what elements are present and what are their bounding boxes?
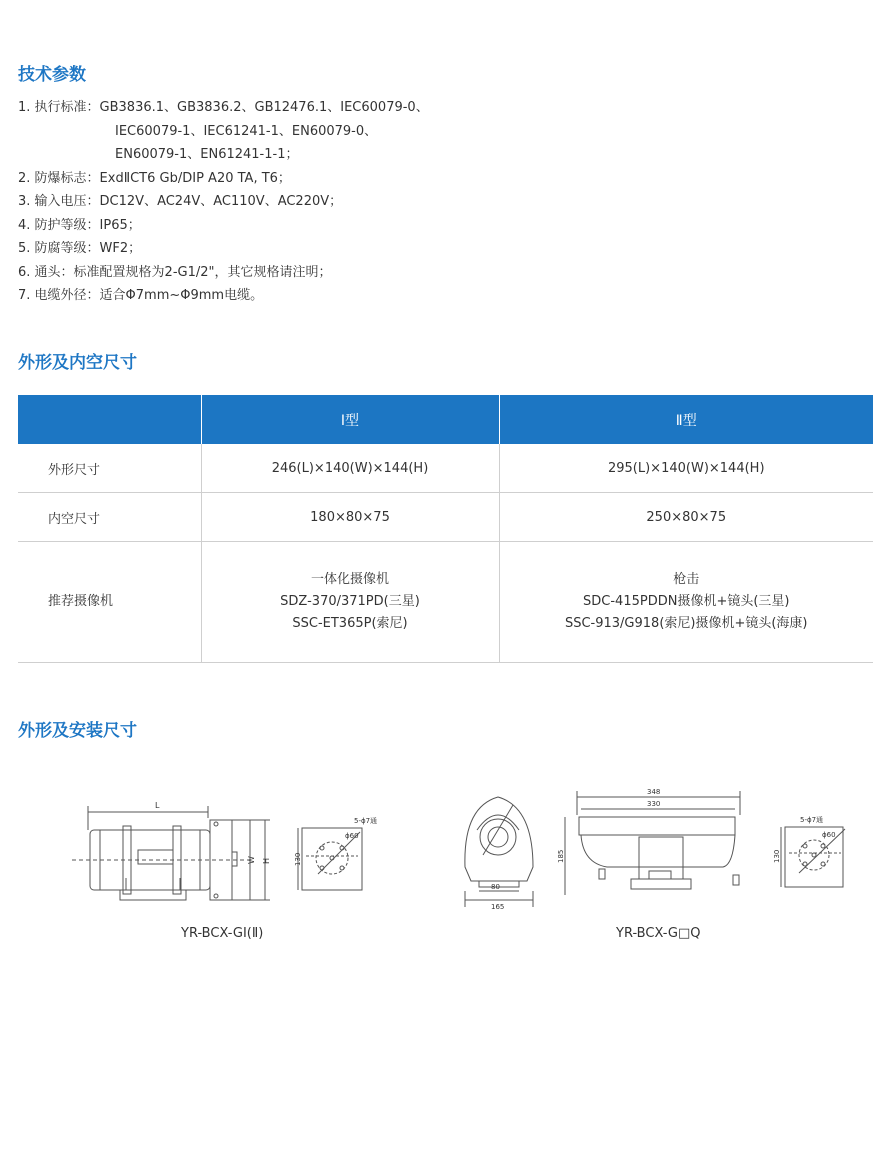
cell-type1 xyxy=(201,542,499,663)
param-label: 6. 通头： xyxy=(18,264,74,280)
param-label: 5. 防腐等级： xyxy=(18,241,100,256)
left-housing-drawing xyxy=(60,790,420,920)
param-item-standard-cont xyxy=(18,120,538,144)
camera-line: SSC-913/G918(索尼)摄像机+镜头(海康) xyxy=(564,616,808,631)
cell-type1: 246(L)×140(W)×144(H) xyxy=(201,444,499,493)
camera-line: SDZ-370/371PD(三星) xyxy=(280,594,420,609)
param-value: IEC60079-1、IEC61241-1、EN60079-0、 xyxy=(115,123,378,139)
param-item-standard xyxy=(18,96,538,120)
param-item-anticorrosion xyxy=(18,237,538,261)
cell-type2: 295(L)×140(W)×144(H) xyxy=(499,444,873,493)
table-header-type2: Ⅱ型 xyxy=(499,395,873,444)
param-value: ExdⅡCT6 Gb/DIP A20 TA, T6； xyxy=(99,170,291,186)
table-row xyxy=(18,493,873,542)
section-title-dimensions: 外形及内空尺寸 xyxy=(18,353,137,373)
dim-label-bracket: 130 xyxy=(294,852,302,866)
section-title-install: 外形及安装尺寸 xyxy=(18,721,137,741)
param-value: DC12V、AC24V、AC110V、AC220V； xyxy=(99,194,343,209)
param-label: 3. 输入电压： xyxy=(18,194,100,209)
row-label: 推荐摄像机 xyxy=(18,542,201,663)
right-drawing-caption: YR-BCX-G□Q xyxy=(616,926,701,941)
dim-label-bracket: 130 xyxy=(773,849,781,863)
dim-label-base-inner: 80 xyxy=(491,883,500,891)
row-label: 外形尺寸 xyxy=(18,444,201,493)
section-title-tech-params: 技术参数 xyxy=(18,65,86,85)
tech-params-list xyxy=(18,96,538,308)
param-value: 标准配置规格为2-G1/2"，其它规格请注明； xyxy=(73,264,332,280)
dim-label-circle: ϕ60 xyxy=(345,832,359,840)
param-label: 1. 执行标准： xyxy=(18,100,100,115)
dim-label-total-length: 348 xyxy=(647,788,661,796)
cell-type2: 250×80×75 xyxy=(499,493,873,542)
cell-type2 xyxy=(499,542,873,663)
dim-label-height: H xyxy=(262,857,271,864)
param-value: IP65； xyxy=(99,217,141,233)
param-item-cable xyxy=(18,284,538,308)
left-drawing-caption: YR-BCX-GⅠ(Ⅱ) xyxy=(181,926,264,941)
dim-label-width: W xyxy=(247,856,256,864)
param-item-connector xyxy=(18,261,538,285)
table-header-row xyxy=(18,395,873,444)
camera-line: SDC-415PDDN摄像机+镜头(三星) xyxy=(583,594,790,609)
param-item-protection xyxy=(18,214,538,238)
param-label: 7. 电缆外径： xyxy=(18,288,100,303)
param-item-ex-mark xyxy=(18,167,538,191)
table-header-empty xyxy=(18,395,201,444)
dim-label-holes: 5-ϕ7通 xyxy=(354,817,378,825)
cell-type1: 180×80×75 xyxy=(201,493,499,542)
param-label: 4. 防护等级： xyxy=(18,217,100,233)
param-value: 适合Φ7mm~Φ9mm电缆。 xyxy=(99,288,264,303)
dim-label-length: L xyxy=(155,801,160,810)
right-housing-drawing xyxy=(455,785,855,920)
camera-line: 一体化摄像机 xyxy=(310,572,389,587)
param-value: EN60079-1、EN61241-1-1； xyxy=(115,147,299,162)
table-row xyxy=(18,444,873,493)
param-value: GB3836.1、GB3836.2、GB12476.1、IEC60079-0、 xyxy=(99,100,429,115)
dim-label-height: 185 xyxy=(557,849,565,863)
dim-label-base-outer: 165 xyxy=(491,903,505,911)
param-value: WF2； xyxy=(99,241,142,256)
param-label: 2. 防爆标志： xyxy=(18,170,100,186)
param-item-voltage xyxy=(18,190,538,214)
dimension-table xyxy=(18,395,873,663)
dim-label-holes: 5-ϕ7通 xyxy=(800,816,824,824)
dim-label-body-length: 330 xyxy=(647,800,661,808)
camera-line: SSC-ET365P(索尼) xyxy=(292,616,408,631)
row-label: 内空尺寸 xyxy=(18,493,201,542)
camera-line: 枪击 xyxy=(673,572,700,587)
dim-label-circle: ϕ60 xyxy=(822,831,836,839)
table-row xyxy=(18,542,873,663)
table-header-type1: Ⅰ型 xyxy=(201,395,499,444)
param-item-standard-cont xyxy=(18,143,538,167)
